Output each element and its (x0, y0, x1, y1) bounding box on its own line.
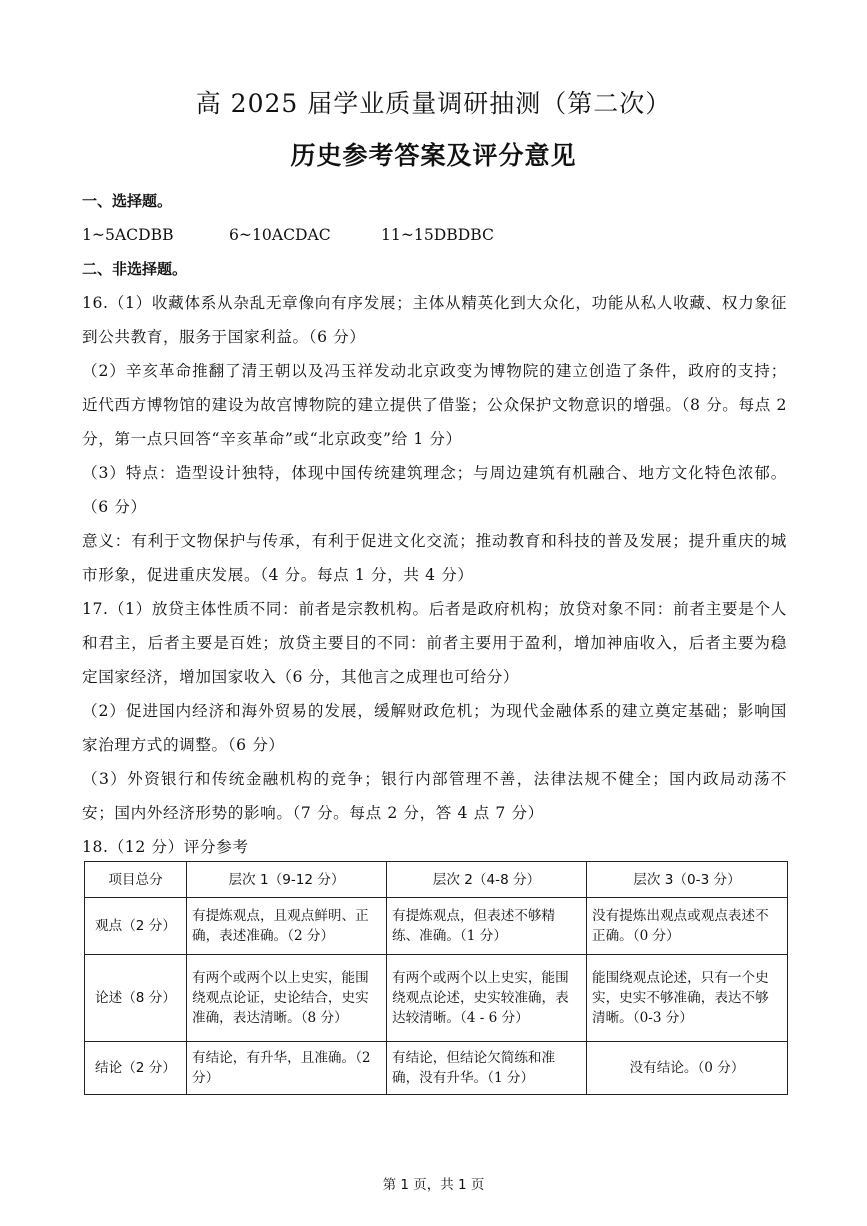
answer-16-part-3-significance: 意义：有利于文物保护与传承，有利于促进文化交流；推动教育和科技的普及发展；提升重庆的城市形象，促进重庆发展。（4 分。每点 1 分，共 4 分） (82, 532, 787, 584)
header-level-3: 层次 3（0-3 分） (587, 862, 788, 898)
cell-level-3: 没有结论。（0 分） (587, 1042, 788, 1095)
answer-17-part-3: （3）外资银行和传统金融机构的竞争；银行内部管理不善，法律法规不健全；国内政局动荡不安；国内外经济形势的影响。（7 分。每点 2 分，答 4 点 7 分） (82, 770, 787, 822)
multiple-choice-answers (82, 218, 787, 252)
document-subtitle: 历史参考答案及评分意见 (290, 141, 577, 170)
cell-level-2: 有结论，但结论欠简练和准确，没有升华。（1 分） (387, 1042, 587, 1095)
table-row (85, 955, 788, 1042)
rubric-table-container (84, 861, 787, 1095)
cell-level-1: 有两个或两个以上史实，能围绕观点论证，史论结合，史实准确，表达清晰。（8 分） (187, 955, 387, 1042)
section-heading-multiple-choice: 一、选择题。 (82, 192, 173, 210)
rubric-header-row (85, 862, 788, 898)
rubric-table (84, 861, 788, 1095)
cell-level-2: 有两个或两个以上史实，能围绕观点论述，史实较准确，表达较清晰。（4 - 6 分） (387, 955, 587, 1042)
answer-18-heading: 18.（12 分）评分参考 (82, 838, 249, 856)
cell-level-1: 有提炼观点，且观点鲜明、正确，表述准确。（2 分） (187, 898, 387, 955)
document-title: 高 2025 届学业质量调研抽测（第二次） (195, 89, 672, 118)
document-body (82, 184, 787, 864)
answer-16-part-2: （2）辛亥革命推翻了清王朝以及冯玉祥发动北京政变为博物院的建立创造了条件，政府的支持；近代西方博物馆的建设为故宫博物院的建立提供了借鉴；公众保护文物意识的增强。（8 分。每点 2 分，第一点只回答“辛亥革命”或“北京政变”给 1 分） (82, 362, 787, 448)
row-item-viewpoint: 观点（2 分） (85, 898, 187, 955)
cell-level-1: 有结论，有升华，且准确。（2 分） (187, 1042, 387, 1095)
cell-level-3: 没有提炼出观点或观点表述不正确。（0 分） (587, 898, 788, 955)
header-item-total: 项目总分 (85, 862, 187, 898)
header-level-2: 层次 2（4-8 分） (387, 862, 587, 898)
table-row (85, 1042, 788, 1095)
table-row (85, 898, 788, 955)
cell-level-3: 能围绕观点论述，只有一个史实，史实不够准确，表达不够清晰。（0-3 分） (587, 955, 788, 1042)
header-level-1: 层次 1（9-12 分） (187, 862, 387, 898)
page-number-footer: 第 1 页，共 1 页 (382, 1177, 485, 1193)
answer-17-part-1: 17.（1）放贷主体性质不同：前者是宗教机构。后者是政府机构；放贷对象不同：前者主要是个人和君主，后者主要是百姓；放贷主要目的不同：前者主要用于盈利，增加神庙收入，后者主要为稳定国家经济，增加国家收入（6 分，其他言之成理也可给分） (82, 600, 787, 686)
answer-group-1-5: 1~5ACDBB (82, 226, 174, 244)
answer-group-6-10: 6~10ACDAC (229, 226, 331, 244)
row-item-conclusion: 结论（2 分） (85, 1042, 187, 1095)
section-heading-non-multiple-choice: 二、非选择题。 (82, 260, 188, 278)
answer-16-part-3-features: （3）特点：造型设计独特，体现中国传统建筑理念；与周边建筑有机融合、地方文化特色浓郁。（6 分） (82, 464, 787, 516)
row-item-argument: 论述（8 分） (85, 955, 187, 1042)
answer-group-11-15: 11~15DBDBC (381, 226, 494, 244)
answer-17-part-2: （2）促进国内经济和海外贸易的发展，缓解财政危机；为现代金融体系的建立奠定基础；影响国家治理方式的调整。（6 分） (82, 702, 787, 754)
cell-level-2: 有提炼观点，但表述不够精练、准确。（1 分） (387, 898, 587, 955)
answer-16-part-1: 16.（1）收藏体系从杂乱无章像向有序发展；主体从精英化到大众化，功能从私人收藏、权力象征到公共教育，服务于国家利益。（6 分） (82, 294, 787, 346)
